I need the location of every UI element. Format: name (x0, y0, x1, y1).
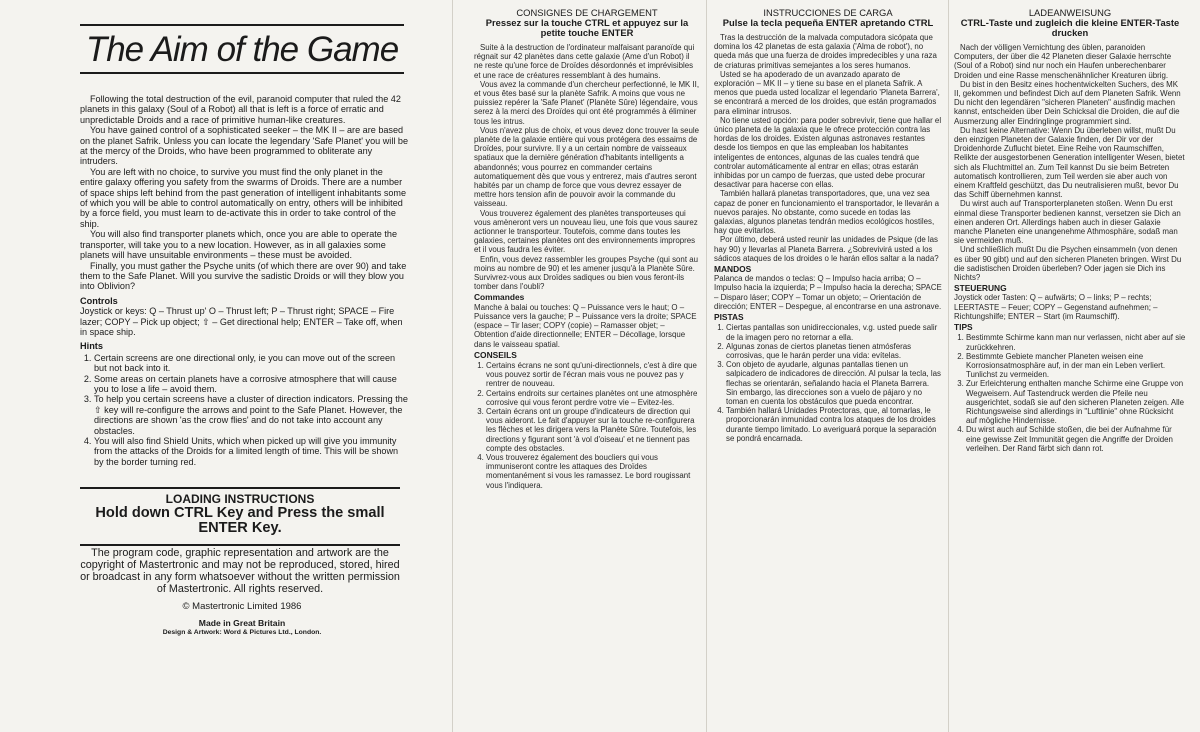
fold-line (706, 0, 707, 732)
es-controls-text: Palanca de mandos o teclas: Q – Impulso hacia arriba; O – Impulso hacia la izquierda; P – Impulso hacia la derecha; SPACE – Disparo láser; COPY – Tomar un objeto; – Orientación de dirección; ENTER – Despegue, al encontrarse en una astronave. (714, 274, 942, 311)
en-hints-list (80, 353, 408, 467)
es-paragraph: También hallará planetas transportadores, que, una vez sea capaz de poner en funcionamiento el transportador, le llevarán a nuevos parajes. No obstante, como sucede en todas las galaxias, algunos planetas tendrán medios ecológicos hostiles, hay que evitarlos. (714, 189, 940, 236)
en-paragraph: You are left with no choice, to survive you must find the only planet in the entire galaxy offering you safety from the swarms of Droids. There are a number of space ships left behind from the past generation of intelligent inhabitants some of which you will be able to control automatically on entry, others will be inhibited by a force field, you must learn to de-activate this in order to take control of the ship. (80, 166, 407, 229)
spanish-panel (714, 8, 942, 726)
es-paragraph: Por último, deberá usted reunir las unidades de Psique (de las hay 90) y llevarlas al Planeta Barrera. ¿Sobrevivirá usted a los sádicos ataques de los droides o le harán ellos saltar a la nada? (714, 235, 939, 263)
loading-box (80, 487, 400, 536)
de-paragraph: Und schließlich mußt Du die Psychen einsammeln (von denen es über 90 gibt) und auf den sicheren Planeten bringen. Wirst Du die sadistischen Droiden überleben? Oder jagen sie Dich ins Nichts? (954, 245, 1182, 283)
fr-paragraph: Enfin, vous devez rassembler les groupes Psyche (qui sont au moins au nombre de 90) et les amener jusqu'à la Planète Sûre. Survivrez-vous aux Droïdes sadiques ou bien vous feront-ils tomber dans l'oubli? (474, 254, 698, 292)
loading-text: Hold down CTRL Key and Press the small ENTER Key. (95, 505, 385, 537)
loading-heading: LOADING INSTRUCTIONS (165, 492, 315, 507)
de-hint: 3. Zur Erleichterung enthalten manche Schirme eine Gruppe von Wegweisern. Auf Tastendruck werden die Pfeile neu ausgerichtet, sodaß sie auf den sicheren Planeten zeigen. Alle Richtungsweise sind allerdings in "Luftlinie" ohne Rücksicht auf mögliche Hindernisse. (966, 379, 1186, 425)
de-hints-heading: TIPS (954, 322, 973, 333)
fr-paragraph: Vous n'avez plus de choix, et vous devez donc trouver la seule planète de la galaxie entière qui vous protégera des essaims de Droïdes, pour survivre. Il y a un certain nombre de vaisseaux spatiaux que la dernière génération d'habitants intelligents a abandonnés; vous pourrez en commander certains automatiquement dès que vous y entrerez, mais d'autres seront habités par un champ de force que vous devrez essayer de mettre hors tension afin de pouvoir avoir la commande du vaisseau. (474, 125, 700, 209)
es-paragraph: No tiene usted opción: para poder sobrevivir, tiene que hallar el único planeta de la galaxia que le ofrece protección contra las hordas de los droides. Existen algunas astronaves restantes desde los tiempos en que las empleaban los habitantes inteligentes de entonces, algunas de las cuales tendrá que controlar automáticamente al entrar en ellas; otras estarán inhibidas por un campo de fuerzas, que usted debe procurar desactivar para hacerse con ellas. (714, 115, 942, 190)
es-hint: 1. Ciertas pantallas son unidireccionales, v.g. usted puede salir de la imagen pero no retornar a ella. (726, 323, 942, 341)
fr-controls-text: Manche à balai ou touches: Q – Puissance vers le haut; O – Puissance vers la gauche; P – Puissance vers la droite; SPACE (espace – Tir laser; COPY (copie) – Ramasser objet; – Obtention d'aide directionnelle; ENTER – Décollage, lorsque dans le vaisseau spatial. (474, 302, 697, 349)
de-paragraph: Du hast keine Alternative: Wenn Du überleben willst, mußt Du den einzigen Planeten der Galaxie finden, der Dir vor der Droidenhorde Zuflucht bietet. Eine Reihe von Raumschiffen, Relikte der ausgestorbenen Generation intelligenter Wesen, bietet sich als Fluchtmittel an. Zum Teil kannst Du sie beim Betreten automatisch kontrollieren, zum Teil werden sie aber auch von einem Kraftfeld geschützt, das Du neutralisieren mußt, bevor Du das Schiff übernehmen kannst. (954, 125, 1185, 200)
es-paragraph: Usted se ha apoderado de un avanzado aparato de exploración – MK II – y tiene su base en el planeta Safrik. A menos que pueda usted localizar el legendario 'Planeta Barrera', se encontrará a merced de los droides, que están programados para eliminar intrusos. (714, 69, 940, 116)
german-body (954, 43, 1186, 453)
es-hint: 3. Con objeto de ayudarle, algunas pantallas tienen un salpicadero de indicadores de dirección. Al pulsar la tecla, las flechas se orientarán, señalando hacia el Planeta Barrera. Sin embargo, las direcciones son a vuelo de pájaro y no toman en cuenta los obstáculos que pueda encontrar. (726, 360, 942, 406)
french-body (474, 43, 700, 490)
fr-controls-heading: Commandes (474, 292, 525, 303)
copyright-text: The program code, graphic representation and artwork are the copyright of Mastertronic and may not be reproduced, stored, hired or broadcast in any form whatsoever without the written permission of Mastertronic. All rights reserved. (80, 544, 400, 595)
es-heading: INSTRUCCIONES DE CARGA (763, 8, 893, 18)
es-paragraph: Tras la destrucción de la malvada computadora sicópata que domina los 42 planetas de esta galaxia ('Alma de robot'), no queda más que una fuerza de droides impredecibles y una raza de criaturas primitivas semejantes a los seres humanos. (714, 33, 937, 70)
de-controls-heading: STEUERUNG (954, 283, 1007, 294)
de-paragraph: Du bist in den Besitz eines hochentwickelten Suchers, des MK II, gekommen und befindest Dich auf dem Planeten Safrik. Wenn Du nicht den legendären "sicheren Planeten" ausfindig machen kannst, entscheiden über Dein Schicksal die Droiden, die auf die Ausmerzung aller Eindringlinge programmiert sind. (954, 79, 1181, 126)
title-rule-bottom (80, 72, 404, 74)
fr-hint: 1. Certains écrans ne sont qu'uni-directionnels, c'est à dire que vous pouvez sortir de l'écran mais vous ne pouvez pas y rentrer de nouveau. (486, 361, 700, 389)
fr-hints-heading: CONSEILS (474, 349, 517, 360)
de-heading: LADEANWEISUNG (1028, 8, 1112, 18)
de-paragraph: Nach der völligen Vernichtung des üblen, paranoiden Computers, der über die 42 Planeten dieser Galaxie herrschte (Soul of a Robot) sind nur noch ein Haufen unberechenbarer Droiden und eine Rasse menschenähnlicher Kreaturen übrig. (954, 43, 1172, 80)
es-hints-list (714, 323, 942, 443)
de-paragraph: Du wirst auch auf Transporterplaneten stoßen. Wenn Du erst einmal diese Transporter bedienen kannst, versetzen sie Dich an einen anderen Ort. Allerdings haben auch in dieser Galaxie manche Planeten eine unangenehme Athmosphäre, sodaß man sie vermeiden muß. (954, 199, 1181, 246)
de-hint: 4. Du wirst auch auf Schilde stoßen, die bei der Aufnahme für eine gewisse Zeit Immunität gegen die Angriffe der Droiden verleihen. Der Rand färbt sich dann rot. (966, 425, 1186, 453)
en-paragraph: Following the total destruction of the evil, paranoid computer that ruled the 42 planets in this galaxy (Soul of a Robot) all that is left is a force of erratic and unpredictable Droids and a race of primitive human-like creatures. (80, 94, 401, 125)
en-hint: 4. You will also find Shield Units, which when picked up will give you immunity from the attacks of the Droids for a limited length of time. This will be shown by the border turning red. (94, 436, 408, 467)
es-hint: 4. También hallará Unidades Protectoras, que, al tomarlas, le proporcionarán inmunidad contra los ataques de los droides durante tiempo limitado. Lo averiguará porque la separación se pondrá encarnada. (726, 406, 942, 443)
fr-hint: 3. Certain écrans ont un groupe d'indicateurs de direction qui vous aideront. Le fait d'appuyer sur la touche re-configurera les flèches et les dirigera vers la Planète Sûre. Toutefois, les directions y figurant sont 'à vol d'oiseau' et ne tiennent pas compte des obstacles. (486, 407, 700, 453)
de-subheading: CTRL-Taste und zugleich die kleine ENTER-Taste drucken (960, 17, 1180, 38)
de-hint: 2. Bestimmte Gebiete mancher Planeten weisen eine Korrosionsatmosphäre auf, in der man ein Leben verliert. Tunlichst zu vermeiden. (966, 352, 1186, 380)
es-subheading: Pulse la tecla pequeña ENTER apretando CTRL (722, 17, 934, 28)
en-hint: 1. Certain screens are one directional only, ie you can move out of the screen but not back into it. (94, 353, 408, 374)
en-hint: 3. To help you certain screens have a cluster of direction indicators. Pressing the ⇧ key will re-configure the arrows and point to the Safe Planet. However, the directions are shown 'as the crow flies' and do not take into account any obstacles. (94, 394, 408, 436)
de-hint: 1. Bestimmte Schirme kann man nur verlassen, nicht aber auf sie zurückkehren. (966, 333, 1186, 351)
title-rule-top (80, 24, 404, 26)
german-panel (954, 8, 1186, 726)
fold-line (948, 0, 949, 732)
fr-paragraph: Vous trouverez également des planètes transporteuses qui vous amèneront vers un nouveau lieu, une fois que vous saurez actionner le transporteur. Toutefois, comme dans toutes les galaxies, certaines planètes ont des environnements impropres et il vous faudra les éviter. (474, 208, 698, 255)
fr-heading: CONSIGNES DE CHARGEMENT (516, 8, 658, 18)
fr-paragraph: Suite à la destruction de l'ordinateur malfaisant paranoïde qui régnait sur 42 planètes dans cette galaxie (Ame d'un Robot) il ne reste qu'une force de Droïdes désordonnés et imprévisibles et une race de créatures ressemblant à des humains. (474, 43, 695, 80)
es-controls-heading: MANDOS (714, 264, 752, 275)
french-panel (474, 8, 700, 726)
en-controls-text: Joystick or keys: Q – Thrust up' O – Thrust left; P – Thrust right; SPACE – Fire lazer; COPY – Pick up object; ⇧ – Get directional help; ENTER – Take off, when in space ship. (80, 306, 403, 337)
made-in-line: Made in Great Britain (198, 618, 286, 629)
en-hints-heading: Hints (80, 341, 103, 352)
en-hint: 2. Some areas on certain planets have a corrosive atmosphere that will cause you to lose a life – avoid them. (94, 374, 408, 395)
de-controls-text: Joystick oder Tasten: Q – aufwärts; O – links; P – rechts; LEERTASTE – Feuer; COPY – Gegenstand aufnehmen; – Richtungshilfe; ENTER – Start (im Raumschiff). (954, 293, 1158, 321)
es-hints-heading: PISTAS (714, 312, 744, 323)
english-panel (58, 10, 426, 724)
fr-hint: 4. Vous trouverez également des boucliers qui vous immuniseront contre les attaques des Droïdes momentanément si vous les ramassez. Le bord rougissant vous l'indiquera. (486, 453, 700, 490)
de-hints-list (954, 333, 1186, 453)
fr-paragraph: Vous avez la commande d'un chercheur perfectionné, le MK II, et vous êtes basé sur la planète Safrik. A moins que vous ne puissiez repérer la 'Safe Planet' (Planète Sûre) légendaire, vous serez à la merci des Droïdes qui ont été programmés à éliminer tous les intrus. (474, 79, 700, 126)
en-controls-heading: Controls (80, 295, 118, 306)
fr-subheading: Pressez sur la touche CTRL et appuyez sur la petite touche ENTER (485, 17, 689, 38)
main-title: The Aim of the Game (85, 30, 399, 69)
fr-hints-list (474, 361, 700, 490)
en-paragraph: You have gained control of a sophisticated seeker – the MK II – are are based on the planet Safrik. Unless you can locate the legendary 'Safe Planet' you will be at the mercy of the Droids, who have been programmed to obliterate any intruders. (80, 125, 409, 167)
mastertronic-line: © Mastertronic Limited 1986 (182, 601, 302, 613)
credits-line: Design & Artwork: Word & Pictures Ltd., London. (162, 629, 322, 637)
fr-hint: 2. Certains endroits sur certaines planètes ont une atmosphère corrosive qui vous feront perdre votre vie – Evitez-les. (486, 389, 700, 407)
en-paragraph: You will also find transporter planets which, once you are able to operate the transporter, will take you to a new location. However, as in all galaxies some planets will have unsuitable environments – these must be avoided. (80, 229, 398, 261)
es-hint: 2. Algunas zonas de ciertos planetas tienen atmósferas corrosivas, que le harán perder una vida: evítelas. (726, 342, 942, 360)
english-body (80, 94, 408, 467)
fold-line (452, 0, 453, 732)
spanish-body (714, 33, 942, 443)
en-paragraph: Finally, you must gather the Psyche units (of which there are over 90) and take them to the Safe Planet. Will you survive the sadistic Droids or will they blow you into Oblivion? (80, 260, 407, 292)
